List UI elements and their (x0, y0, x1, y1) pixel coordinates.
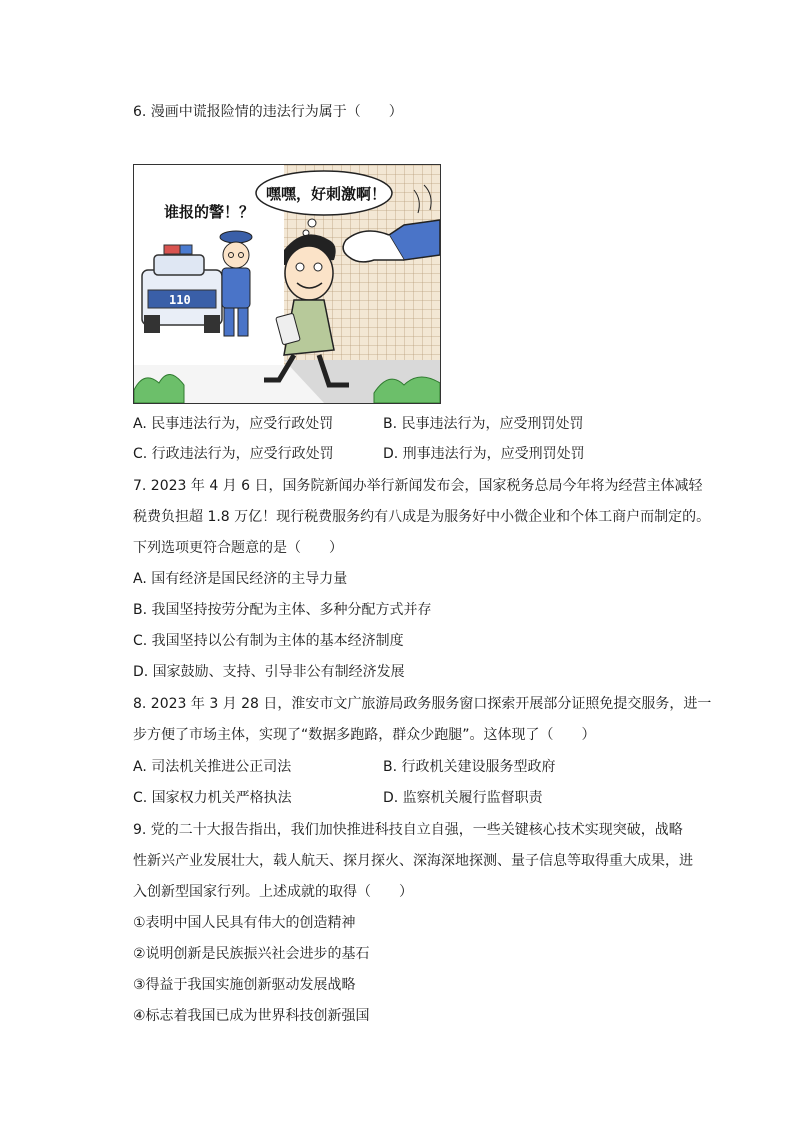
q6-option-b[interactable]: B. 民事违法行为，应受刑罚处罚 (383, 416, 584, 432)
question-6-stem: 6. 漫画中谎报险情的违法行为属于（ ） (133, 104, 403, 120)
q7-option-c[interactable]: C. 我国坚持以公有制为主体的基本经济制度 (133, 633, 404, 649)
police-speech-text: 谁报的警！？ (164, 203, 255, 221)
police-car (142, 245, 222, 333)
q9-item-2: ②说明创新是民族振兴社会进步的基石 (133, 946, 370, 962)
question-9-line-1: 9. 党的二十大报告指出，我们加快推进科技自立自强，一些关键核心技术实现突破，战略 (133, 822, 683, 838)
q6-option-c[interactable]: C. 行政违法行为，应受行政处罚 (133, 446, 334, 462)
question-7-line-3: 下列选项更符合题意的是（ ） (133, 540, 343, 556)
q8-option-a[interactable]: A. 司法机关推进公正司法 (133, 759, 292, 775)
question-8-line-1: 8. 2023 年 3 月 28 日，淮安市文广旅游局政务服务窗口探索开展部分证照免提交服务，进一 (133, 696, 712, 712)
q8-option-d[interactable]: D. 监察机关履行监督职责 (383, 790, 543, 806)
comic-drawing (134, 165, 440, 403)
comic-illustration (133, 164, 441, 404)
q7-option-d[interactable]: D. 国家鼓励、支持、引导非公有制经济发展 (133, 664, 405, 680)
q8-option-c[interactable]: C. 国家权力机关严格执法 (133, 790, 292, 806)
q9-item-4: ④标志着我国已成为世界科技创新强国 (133, 1008, 370, 1024)
question-9-line-2: 性新兴产业发展壮大，载人航天、探月探火、深海深地探测、量子信息等取得重大成果，进 (133, 853, 693, 869)
policeman-figure (220, 231, 252, 336)
q8-option-b[interactable]: B. 行政机关建设服务型政府 (383, 759, 556, 775)
question-7-line-1: 7. 2023 年 4 月 6 日，国务院新闻办举行新闻发布会，国家税务总局今年将为经营主体减轻 (133, 478, 703, 494)
prankster-speech-text: 嘿嘿，好刺激啊！ (266, 185, 387, 203)
q9-item-1: ①表明中国人民具有伟大的创造精神 (133, 915, 356, 931)
q6-option-d[interactable]: D. 刑事违法行为，应受刑罚处罚 (383, 446, 585, 462)
q9-item-3: ③得益于我国实施创新驱动发展战略 (133, 977, 356, 993)
question-8-line-2: 步方便了市场主体，实现了“数据多跑路，群众少跑腿”。这体现了（ ） (133, 727, 596, 743)
question-9-line-3: 入创新型国家行列。上述成就的取得（ ） (133, 884, 413, 900)
q6-option-a[interactable]: A. 民事违法行为，应受行政处罚 (133, 416, 334, 432)
q7-option-a[interactable]: A. 国有经济是国民经济的主导力量 (133, 571, 348, 587)
q7-option-b[interactable]: B. 我国坚持按劳分配为主体、多种分配方式并存 (133, 602, 432, 618)
question-7-line-2: 税费负担超 1.8 万亿！现行税费服务约有八成是为服务好中小微企业和个体工商户而制定的。 (133, 509, 711, 525)
car-number-text: 110 (169, 293, 191, 307)
